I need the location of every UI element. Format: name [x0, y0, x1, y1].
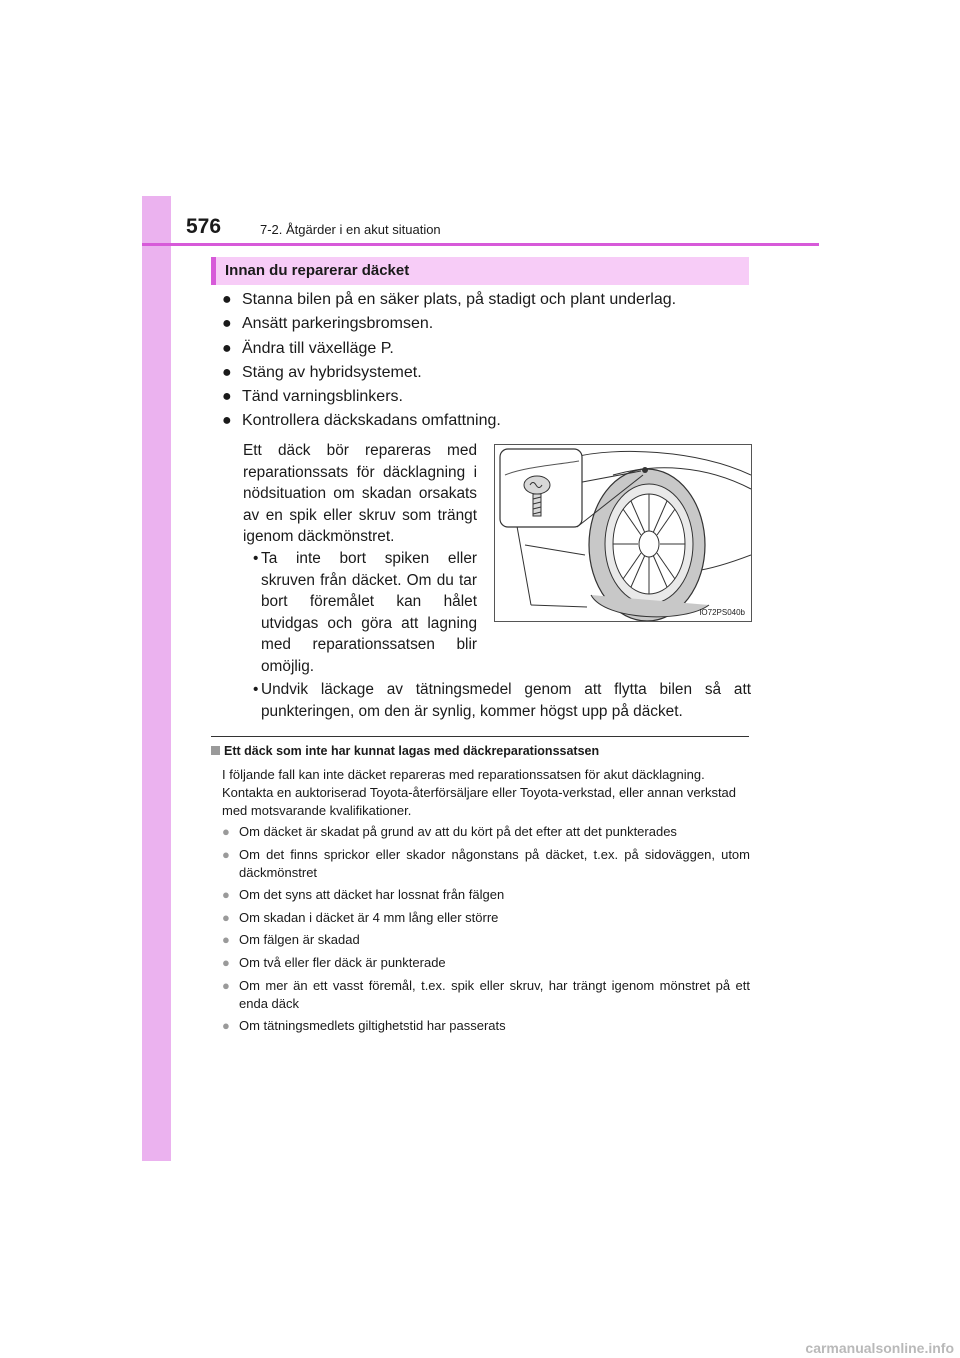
bullet-icon: ● [222, 339, 232, 357]
note-title: Ett däck som inte har kunnat lagas med däckreparationssatsen [211, 744, 599, 758]
checklist-item: ● Tänd varningsblinkers. [222, 388, 403, 406]
checklist-item: ● Stäng av hybridsystemet. [222, 363, 422, 381]
bullet-icon: ● [222, 1018, 230, 1034]
square-bullet-icon [211, 746, 220, 755]
note-list [222, 823, 750, 1040]
note-item: ● Om fälgen är skadad [222, 932, 360, 948]
checklist-item: ● Ansätt parkeringsbromsen. [222, 315, 434, 333]
bullet-icon: ● [222, 954, 230, 970]
sub-item [243, 679, 751, 722]
bullet-icon: ● [222, 887, 230, 903]
checklist-item: ● Stanna bilen på en säker plats, på stadigt och plant underlag. [222, 291, 677, 308]
sub-item [243, 548, 477, 678]
chapter-title: 7-2. Åtgärder i en akut situation [260, 222, 441, 237]
watermark: carmanualsonline.info [805, 1340, 954, 1356]
chapter-tab-bar [142, 196, 171, 1161]
header-rule [142, 243, 819, 246]
note-item: ● Om däcket är skadat på grund av att du kört på det efter att det punkterades [222, 824, 677, 839]
bullet-icon: ● [222, 909, 230, 925]
divider [211, 736, 749, 737]
page-number: 576 [186, 215, 222, 238]
repair-paragraph: Ett däck bör repareras med reparationssats för däcklagning i nödsituation om skadan orsakats av en spik eller skruv som trängt igenom däckmönstret. [243, 442, 477, 546]
bullet-icon: ● [222, 932, 230, 948]
note-item: ● Om två eller fler däck är punkterade [222, 954, 446, 970]
sub-item-text: Ta inte bort spiken eller skruven från däcket. Om du tar bort föremålet kan hålet utvidgas och göra att lagning med reparationssatsen blir omöjlig. [261, 550, 477, 675]
checklist [222, 290, 762, 436]
note-item: ● Om skadan i däcket är 4 mm lång eller större [222, 909, 499, 925]
note-intro: I följande fall kan inte däcket repareras med reparationssatsen för akut däcklagning. Kontakta en auktoriserad Toyota-återförsäljare eller Toyota-verkstad, eller annan verkstad med motsvarande kvalifikationer. [222, 767, 737, 818]
sub-bullet-icon: • [253, 550, 259, 567]
bullet-icon: ● [222, 846, 230, 862]
figure-code: IO72PS040b [699, 608, 745, 617]
bullet-icon: ● [222, 291, 232, 308]
tire-nail-illustration [494, 444, 752, 622]
bullet-icon: ● [222, 388, 232, 406]
note-item: ● Om det syns att däcket har lossnat från fälgen [222, 887, 505, 903]
checklist-item: ● Kontrollera däckskadans omfattning. [222, 412, 501, 430]
checklist-item: ● Ändra till växelläge P. [222, 339, 394, 357]
section-heading [211, 257, 749, 285]
section-title: Innan du reparerar däcket [225, 262, 410, 279]
bullet-icon: ● [222, 977, 230, 993]
note-item: ● Om tätningsmedlets giltighetstid har passerats [222, 1018, 506, 1034]
bullet-icon: ● [222, 315, 232, 333]
bullet-icon: ● [222, 412, 232, 430]
sub-item-text: Undvik läckage av tätningsmedel genom att flytta bilen så att punkteringen, om den är synlig, kommer högst upp på däcket. [261, 681, 751, 720]
section-heading-accent [211, 257, 216, 285]
sub-bullet-icon: • [253, 681, 259, 698]
note-item: ● Om mer än ett vasst föremål, t.ex. spik eller skruv, har trängt igenom mönstret på ett enda däck [222, 977, 750, 1011]
note-item: ● Om det finns sprickor eller skador någonstans på däcket, t.ex. på sidoväggen, utom däckmönstret [222, 846, 750, 880]
punctured-tire-icon [495, 445, 751, 621]
bullet-icon: ● [222, 363, 232, 381]
bullet-icon: ● [222, 824, 230, 839]
